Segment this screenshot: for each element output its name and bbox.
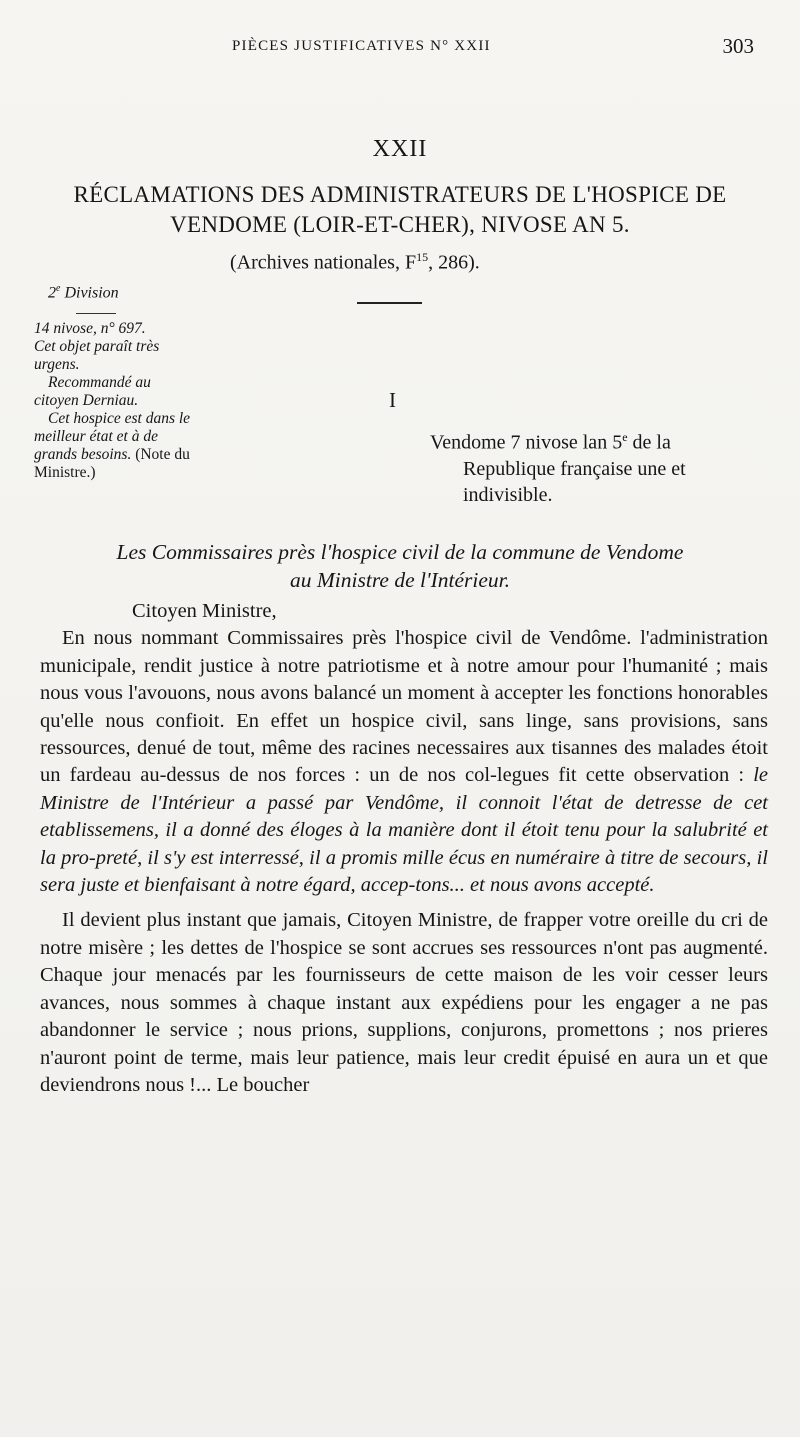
part-number: I: [389, 388, 396, 412]
margin-note-recommendation: Recommandé au citoyen Derniau.: [34, 374, 151, 409]
dateline-line-2: Republique française une et: [463, 457, 686, 480]
division-number: 2: [48, 284, 56, 302]
archive-source-suffix: , 286).: [428, 251, 480, 274]
dateline-line-1: [430, 424, 770, 456]
letter-body: [40, 598, 768, 1099]
running-header: [0, 34, 800, 58]
page-number: 303: [722, 34, 754, 58]
margin-note-reference: 14 nivose, n° 697.: [34, 320, 146, 337]
archive-source: [230, 250, 480, 275]
address-line-2: au Ministre de l'Intérieur.: [290, 568, 510, 592]
dateline-line-1-b: de la: [627, 431, 671, 454]
paragraph-2: Il devient plus instant que jamais, Citoyen Ministre, de frapper votre oreille du cri de notre misère ; les dettes de l'hospice se sont accrues ses ressources n'ont pas augmenté. Chaque jour menacés par les fournisseurs de cette maison de les voir cesser leurs avances, nous sommes à chaque instant aux expédiens pour les engager a ne pas abandonner le service ; nous prions, supplions, conjurons, promettons ; nos prieres n'auront point de terme, mais leur patience, mais leur credit épuisé en aura un et que deviendrons nous !... Le boucher: [40, 909, 768, 1096]
paragraph-1-quote: le Ministre de l'Intérieur a passé par Vendôme, il connoit l'état de detresse de cet etablissemens, il a donné des éloges à la manière dont il étoit tenu pour la salubrité et la pro-preté, il s'y est interressé, il a promis mille écus en numéraire à titre de secours, il sera juste et bienfaisant à notre égard, accep-tons... et nous avons accepté.: [40, 764, 768, 897]
running-title: PIÈCES JUSTIFICATIVES N° XXII: [232, 38, 491, 54]
margin-notes: [34, 320, 199, 482]
document-title: [20, 180, 780, 240]
document-title-line-2: VENDOME (LOIR-ET-CHER), NIVOSE AN 5.: [170, 212, 630, 237]
dateline-sup: e: [622, 430, 628, 444]
margin-rule: [76, 313, 116, 314]
dateline-line-3: indivisible.: [463, 483, 553, 506]
section-number: XXII: [372, 136, 428, 162]
division-label: Division: [60, 284, 119, 302]
margin-note-state-text: Cet hospice est dans le meilleur état et à de grands besoins.: [34, 410, 191, 463]
margin-note-urgency: Cet objet paraît très urgens.: [34, 338, 160, 373]
section-divider: [357, 302, 422, 304]
dateline-line-1-a: Vendome 7 nivose lan 5: [430, 431, 623, 454]
letter-address: [0, 538, 800, 594]
paragraph-1-text: En nous nommant Commissaires près l'hospice civil de Vendôme. l'administration municipale, rendit justice à notre patriotisme et à notre amour pour l'humanité ; mais nous vous l'avouons, nous avons balancé un moment à accepter les fonctions honorables qu'elle nous confioit. En effet un hospice civil, sans linge, sans provisions, sans ressources, denué de tout, même des racines necessaires aux tisannes des malades étoit un fardeau au-dessus de nos forces : un de nos col-legues fit cette observation :: [40, 627, 768, 787]
address-line-1: Les Commissaires près l'hospice civil de la commune de Vendome: [116, 540, 684, 564]
letter-dateline: [430, 424, 770, 508]
margin-division: [48, 283, 119, 302]
margin-note-minister: (Note du Ministre.): [34, 446, 190, 481]
archive-source-sup: 15: [416, 250, 429, 264]
division-sup: e: [56, 283, 61, 294]
salutation: Citoyen Ministre,: [132, 600, 277, 622]
document-title-line-1: RÉCLAMATIONS DES ADMINISTRATEURS DE L'HOSPICE DE: [73, 182, 727, 207]
margin-note-state: [34, 410, 199, 482]
archive-source-prefix: (Archives nationales, F: [230, 251, 417, 274]
paragraph-1: [40, 625, 768, 899]
